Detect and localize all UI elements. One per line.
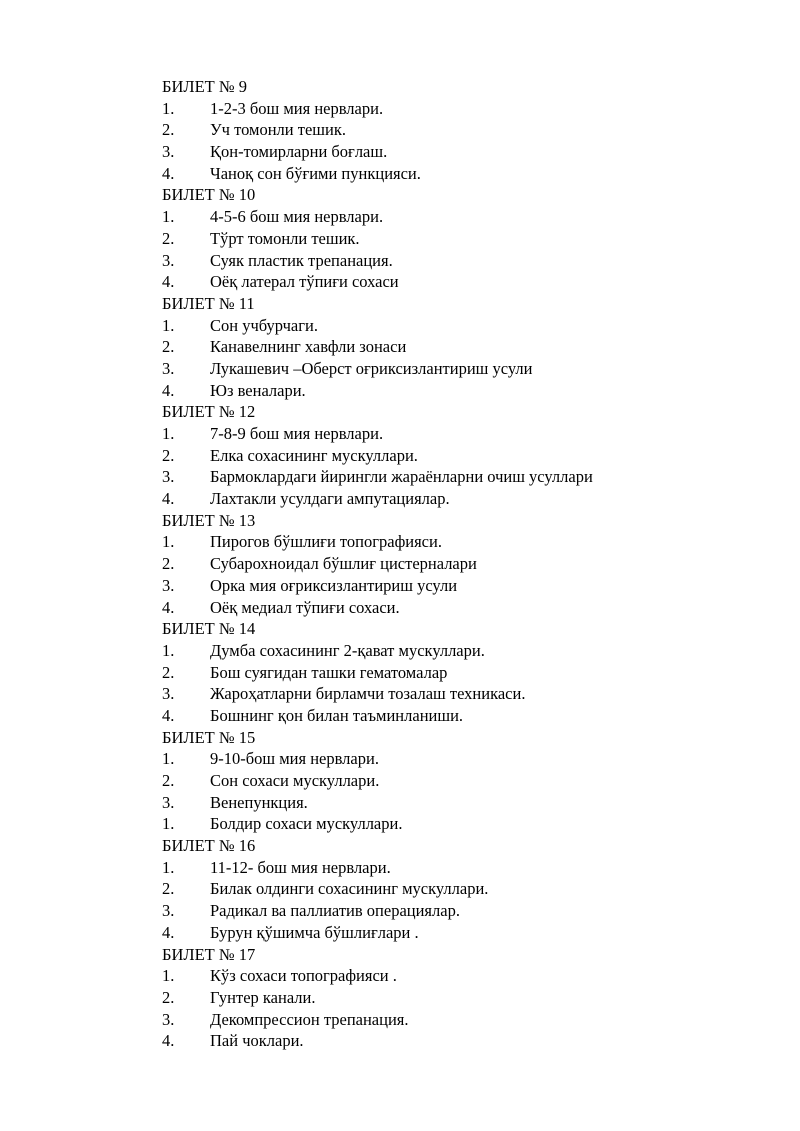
question-number: 2. — [162, 662, 175, 682]
question-text: Лукашевич –Оберст оғриксизлантириш усули — [210, 358, 533, 378]
question-item — [162, 987, 762, 1009]
question-number: 2. — [162, 987, 175, 1007]
question-text: Декомпрессион трепанация. — [210, 1009, 409, 1029]
question-item — [162, 900, 762, 922]
question-number: 4. — [162, 922, 175, 942]
question-text: Оёқ медиал тўпиғи сохаси. — [210, 597, 400, 617]
question-item — [162, 683, 762, 705]
question-number: 2. — [162, 771, 175, 790]
question-text: Сон учбурчаги. — [210, 315, 318, 335]
question-item — [162, 705, 762, 727]
question-item — [162, 315, 762, 337]
question-number: 4. — [162, 380, 175, 400]
question-item — [162, 445, 762, 467]
question-item — [162, 575, 762, 597]
question-text: Елка сохасининг мускуллари. — [210, 445, 418, 465]
ticket-title: БИЛЕТ № 14 — [162, 619, 256, 639]
question-item — [162, 922, 762, 944]
question-item — [162, 466, 762, 488]
question-text: 9-10-бош мия нервлари. — [210, 749, 379, 769]
question-item — [162, 119, 762, 141]
question-number: 1. — [162, 532, 175, 552]
question-number: 4. — [162, 272, 175, 292]
question-text: Бошнинг қон билан таъминланиши. — [210, 705, 464, 725]
question-text: Бош суягидан ташки гематомалар — [210, 662, 448, 682]
question-number: 1. — [162, 814, 175, 834]
ticket-title: БИЛЕТ № 10 — [162, 185, 256, 205]
question-text: Юз веналари. — [210, 380, 306, 400]
question-item — [162, 640, 762, 662]
question-number: 3. — [162, 142, 175, 162]
question-item — [162, 250, 762, 272]
ticket-title: БИЛЕТ № 15 — [162, 727, 256, 747]
question-number: 4. — [162, 163, 175, 183]
question-number: 2. — [162, 445, 175, 465]
question-item — [162, 163, 762, 185]
question-number: 1. — [162, 640, 175, 660]
question-number: 2. — [162, 228, 175, 248]
ticket-title: БИЛЕТ № 13 — [162, 510, 256, 530]
document-page — [162, 76, 762, 1052]
question-text: Пай чоклари. — [210, 1031, 304, 1051]
question-item — [162, 228, 762, 250]
question-text: Уч томонли тешик. — [210, 120, 346, 140]
question-item — [162, 662, 762, 684]
question-text: Бурун қўшимча бўшлиғлари . — [210, 922, 419, 942]
question-text: Гунтер канали. — [210, 987, 316, 1007]
question-number: 4. — [162, 489, 175, 509]
question-number: 2. — [162, 554, 175, 574]
question-item — [162, 358, 762, 380]
question-item — [162, 380, 762, 402]
question-text: 11-12- бош мия нервлари. — [210, 857, 391, 877]
question-text: 7-8-9 бош мия нервлари. — [210, 424, 384, 443]
question-number: 3. — [162, 467, 175, 487]
question-text: 4-5-6 бош мия нервлари. — [210, 207, 384, 227]
question-item — [162, 857, 762, 879]
ticket-title: БИЛЕТ № 17 — [162, 944, 256, 964]
question-number: 3. — [162, 684, 175, 704]
question-text: Субарохноидал бўшлиғ цистерналари — [210, 554, 477, 574]
question-text: Радикал ва паллиатив операциялар. — [210, 901, 460, 921]
question-item — [162, 336, 762, 358]
question-item — [162, 792, 762, 814]
question-number: 1. — [162, 857, 175, 877]
question-text: Оёқ латерал тўпиғи сохаси — [210, 272, 399, 292]
question-item — [162, 206, 762, 228]
question-number: 3. — [162, 575, 175, 595]
question-item — [162, 271, 762, 293]
question-item — [162, 813, 762, 835]
ticket-title: БИЛЕТ № 16 — [162, 836, 256, 856]
question-number: 3. — [162, 250, 175, 270]
question-number: 1. — [162, 207, 175, 227]
question-item — [162, 1030, 762, 1052]
question-text: Чаноқ сон бўғими пункцияси. — [210, 163, 421, 183]
question-item — [162, 531, 762, 553]
question-number: 4. — [162, 1031, 175, 1051]
question-item — [162, 770, 762, 792]
question-text: Лахтакли усулдаги ампутациялар. — [210, 489, 450, 509]
ticket-title: БИЛЕТ № 11 — [162, 293, 255, 313]
question-item — [162, 423, 762, 445]
question-text: Пирогов бўшлиғи топографияси. — [210, 532, 442, 552]
question-text: Тўрт томонли тешик. — [210, 228, 360, 248]
question-text: Орка мия оғриксизлантириш усули — [210, 575, 458, 595]
question-text: Болдир сохаси мускуллари. — [210, 814, 403, 834]
question-text: Канавелнинг хавфли зонаси — [210, 337, 407, 357]
question-number: 3. — [162, 1009, 175, 1029]
question-item — [162, 141, 762, 163]
question-number: 1. — [162, 98, 175, 118]
question-text: Қон-томирларни боғлаш. — [210, 142, 388, 162]
question-text: Жароҳатларни бирламчи тозалаш техникаси. — [210, 684, 526, 704]
question-number: 2. — [162, 879, 175, 899]
question-item — [162, 98, 762, 120]
question-number: 3. — [162, 358, 175, 378]
question-item — [162, 878, 762, 900]
question-item — [162, 597, 762, 619]
question-text: Думба сохасининг 2-қават мускуллари. — [210, 640, 485, 660]
question-number: 2. — [162, 337, 175, 357]
question-number: 1. — [162, 424, 175, 443]
question-text: Билак олдинги сохасининг мускуллари. — [210, 879, 489, 899]
question-number: 3. — [162, 901, 175, 921]
ticket-title: БИЛЕТ № 9 — [162, 77, 247, 96]
question-text: Бармоклардаги йирингли жараёнларни очиш усуллари — [210, 467, 593, 487]
question-number: 3. — [162, 792, 175, 812]
question-text: 1-2-3 бош мия нервлари. — [210, 98, 384, 118]
question-text: Суяк пластик трепанация. — [210, 250, 393, 270]
question-number: 1. — [162, 749, 175, 769]
ticket-title: БИЛЕТ № 12 — [162, 402, 256, 422]
question-number: 4. — [162, 597, 175, 617]
question-item — [162, 1009, 762, 1031]
question-item — [162, 965, 762, 987]
question-number: 4. — [162, 705, 175, 725]
question-number: 2. — [162, 120, 175, 140]
question-number: 1. — [162, 315, 175, 335]
question-number: 1. — [162, 966, 175, 986]
question-item — [162, 748, 762, 770]
question-item — [162, 553, 762, 575]
question-text: Кўз сохаси топографияси . — [210, 966, 397, 986]
question-text: Венепункция. — [210, 792, 308, 812]
question-item — [162, 488, 762, 510]
question-text: Сон сохаси мускуллари. — [210, 771, 380, 790]
